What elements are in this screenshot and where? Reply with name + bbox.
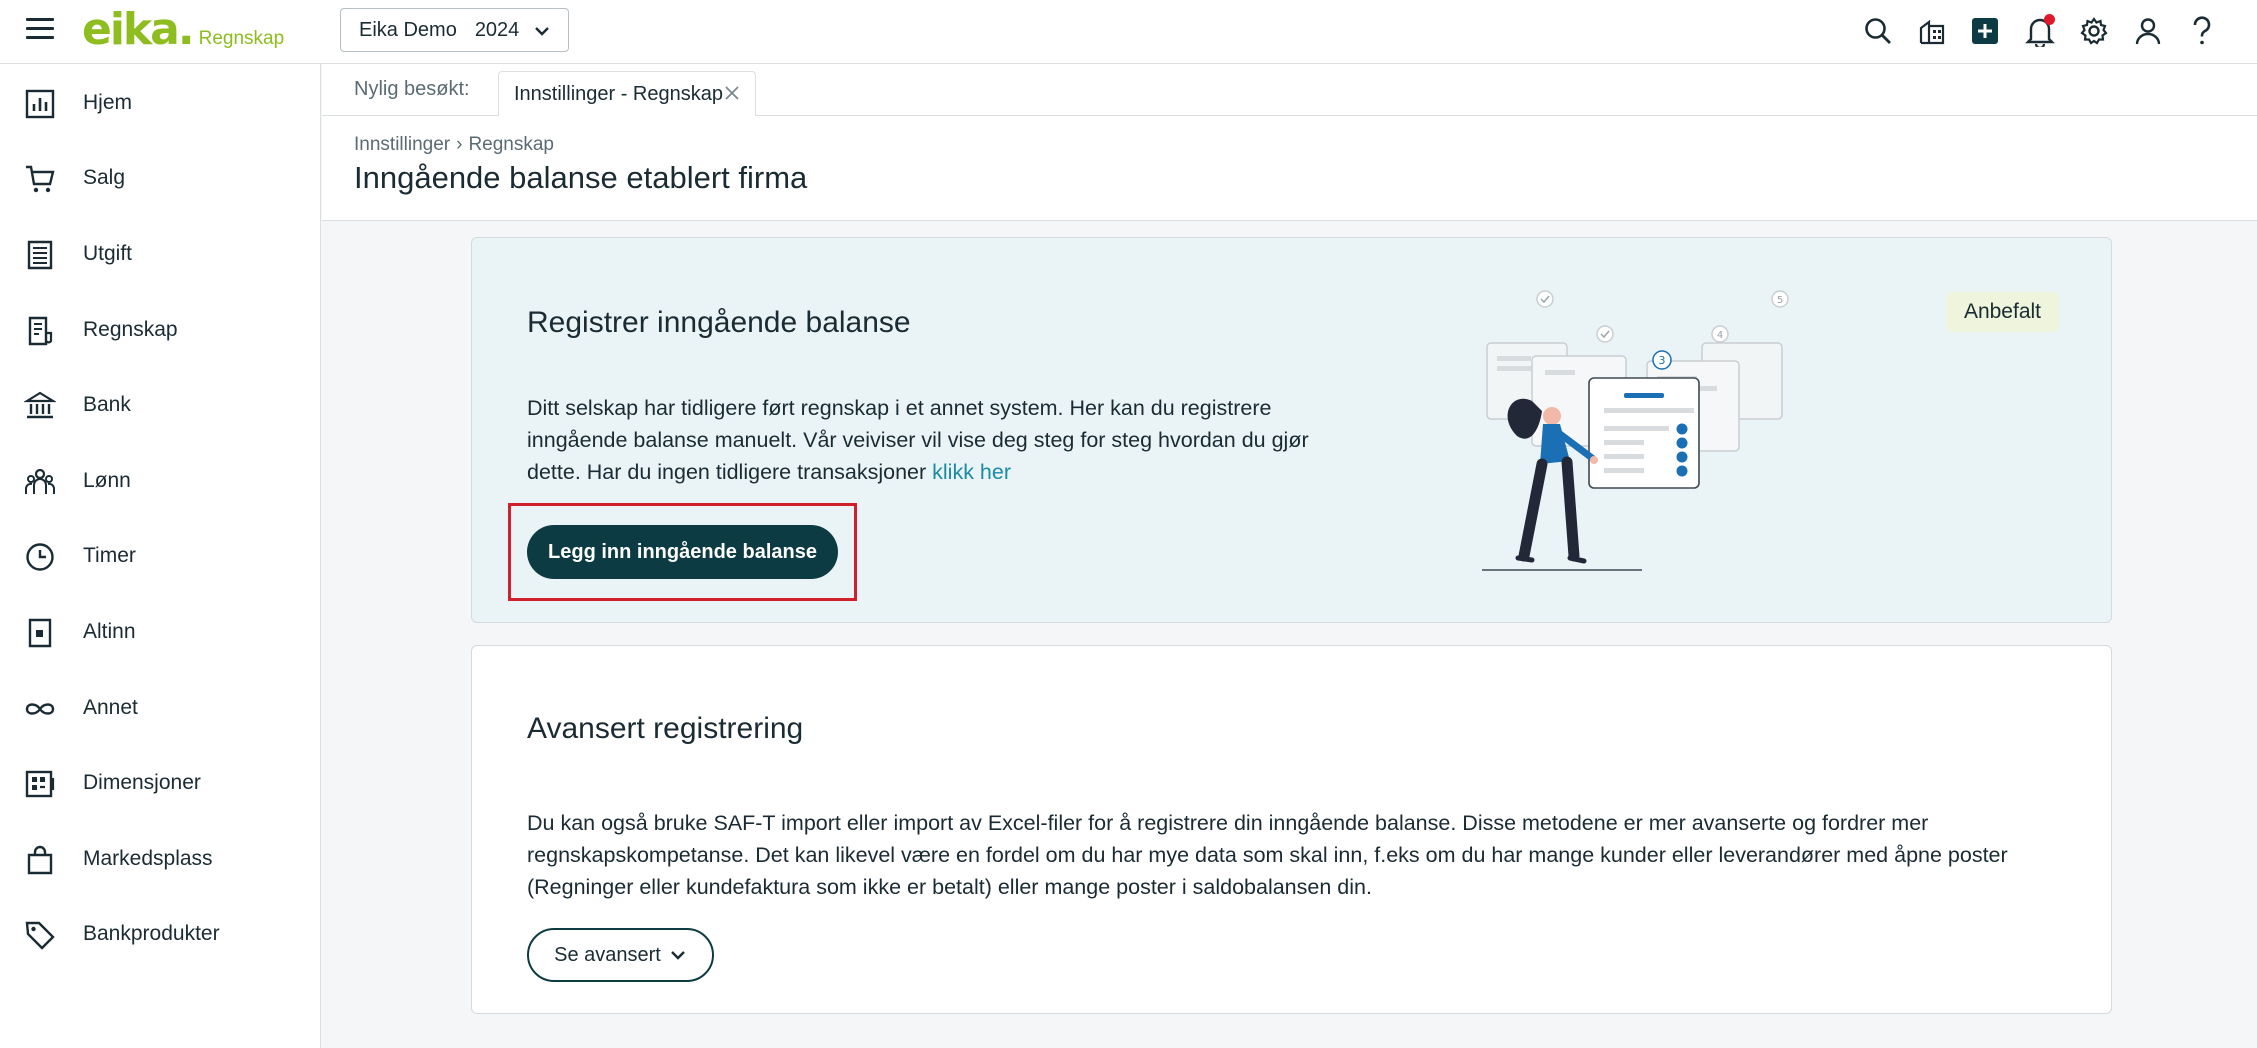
logo-subtitle: Regnskap <box>198 28 285 49</box>
recommended-badge: Anbefalt <box>1946 292 2059 332</box>
advanced-registration-card <box>471 645 2112 1014</box>
logo[interactable] <box>82 4 284 56</box>
svg-text:5: 5 <box>1776 295 1784 306</box>
notifications-icon[interactable] <box>2023 14 2057 48</box>
sidebar-item-label: Annet <box>83 696 138 719</box>
sidebar-item-label: Markedsplass <box>83 847 213 870</box>
company-year-select[interactable] <box>340 8 569 52</box>
sidebar-item-label: Timer <box>83 544 136 567</box>
sidebar-item-label: Bankprodukter <box>83 922 220 945</box>
button-label: Se avansert <box>554 943 661 966</box>
add-opening-balance-button[interactable]: Legg inn inngående balanse <box>527 525 838 579</box>
sidebar-item-label: Hjem <box>83 91 133 114</box>
ledger-icon <box>24 315 56 347</box>
people-icon <box>24 466 56 498</box>
infinity-icon <box>24 693 56 725</box>
company-building-icon[interactable] <box>1915 14 1949 48</box>
sidebar-item-label: Utgift <box>83 242 133 265</box>
company-name: Eika Demo <box>359 18 457 41</box>
sidebar-item-label: Bank <box>83 393 131 416</box>
altinn-icon <box>24 617 56 649</box>
sidebar-item-hjem[interactable] <box>0 75 320 131</box>
svg-text:4: 4 <box>1716 330 1724 341</box>
sidebar-item-bank[interactable] <box>0 377 320 433</box>
top-bar <box>0 0 2257 64</box>
clock-icon <box>24 541 56 573</box>
sidebar-item-label: Dimensjoner <box>83 771 201 794</box>
settings-icon[interactable] <box>2077 14 2111 48</box>
card-description: Du kan også bruke SAF-T import eller import av Excel-filer for å registrere din inngående balanse. Disse metodene er mer avanserte og fordrer mer regnskapskompetanse. Det kan likevel være en fordel om du har mye data som skal inn, f.eks om du har mange kunder eller leverandører med åpne poster (Regninger eller kundefaktura som ikke er betalt) eller mange poster i saldobalansen din. <box>527 811 2008 899</box>
breadcrumb-regnskap[interactable]: Regnskap <box>468 134 554 155</box>
dimensions-icon <box>24 768 56 800</box>
shopping-bag-icon <box>24 844 56 876</box>
recently-visited-label: Nylig besøkt: <box>354 78 470 100</box>
breadcrumb <box>354 134 554 156</box>
chevron-down-icon <box>532 21 552 41</box>
svg-text:3: 3 <box>1658 354 1666 367</box>
recent-tabs-bar <box>322 64 2257 116</box>
sidebar-item-utgift[interactable] <box>0 226 320 282</box>
sidebar-item-label: Lønn <box>83 469 131 492</box>
sidebar-item-label: Regnskap <box>83 318 178 341</box>
sidebar-item-salg[interactable] <box>0 150 320 206</box>
sidebar-item-markedsplass[interactable] <box>0 831 320 887</box>
bank-icon <box>24 390 56 422</box>
chevron-down-icon <box>669 946 687 964</box>
year-value: 2024 <box>474 18 520 41</box>
notification-badge <box>2044 14 2055 25</box>
breadcrumb-separator: › <box>456 134 463 155</box>
page-title: Inngående balanse etablert firma <box>354 160 808 195</box>
sidebar-item-label: Salg <box>83 166 126 189</box>
search-icon[interactable] <box>1861 14 1895 48</box>
cart-icon <box>24 163 56 195</box>
tab-innstillinger-regnskap[interactable] <box>498 71 756 117</box>
sidebar-item-annet[interactable] <box>0 680 320 736</box>
card-title: Registrer inngående balanse <box>527 306 911 339</box>
register-balance-card <box>471 237 2112 623</box>
close-icon[interactable] <box>723 84 741 102</box>
user-icon[interactable] <box>2131 14 2165 48</box>
tag-icon <box>24 919 56 951</box>
card-description <box>527 392 1317 488</box>
breadcrumb-innstillinger[interactable]: Innstillinger <box>354 134 451 155</box>
sidebar-item-timer[interactable] <box>0 528 320 584</box>
card-title: Avansert registrering <box>527 712 804 745</box>
see-advanced-button[interactable] <box>527 928 714 982</box>
page-header <box>322 116 2257 221</box>
sidebar-item-label: Altinn <box>83 620 136 643</box>
receipt-icon <box>24 239 56 271</box>
help-icon[interactable] <box>2185 14 2219 48</box>
tab-label: Innstillinger - Regnskap <box>514 83 723 105</box>
sidebar-item-regnskap[interactable] <box>0 302 320 358</box>
logo-text: eika. <box>82 4 193 55</box>
sidebar-item-bankprodukter[interactable] <box>0 906 320 962</box>
sidebar-item-altinn[interactable] <box>0 604 320 660</box>
sidebar <box>0 64 321 1048</box>
card-description-text: Ditt selskap har tidligere ført regnskap i et annet system. Her kan du registrere inngående balanse manuelt. Vår veiviser vil vise deg steg for steg hvordan du gjør dette. Har du ingen tidligere transaksjoner <box>527 396 1309 484</box>
sidebar-item-dimensjoner[interactable] <box>0 755 320 811</box>
chart-icon <box>24 88 56 120</box>
click-here-link[interactable]: klikk her <box>932 460 1012 484</box>
wizard-illustration <box>1442 286 1802 596</box>
add-icon[interactable] <box>1968 14 2002 48</box>
menu-icon[interactable] <box>26 18 54 42</box>
sidebar-item-lonn[interactable] <box>0 453 320 509</box>
